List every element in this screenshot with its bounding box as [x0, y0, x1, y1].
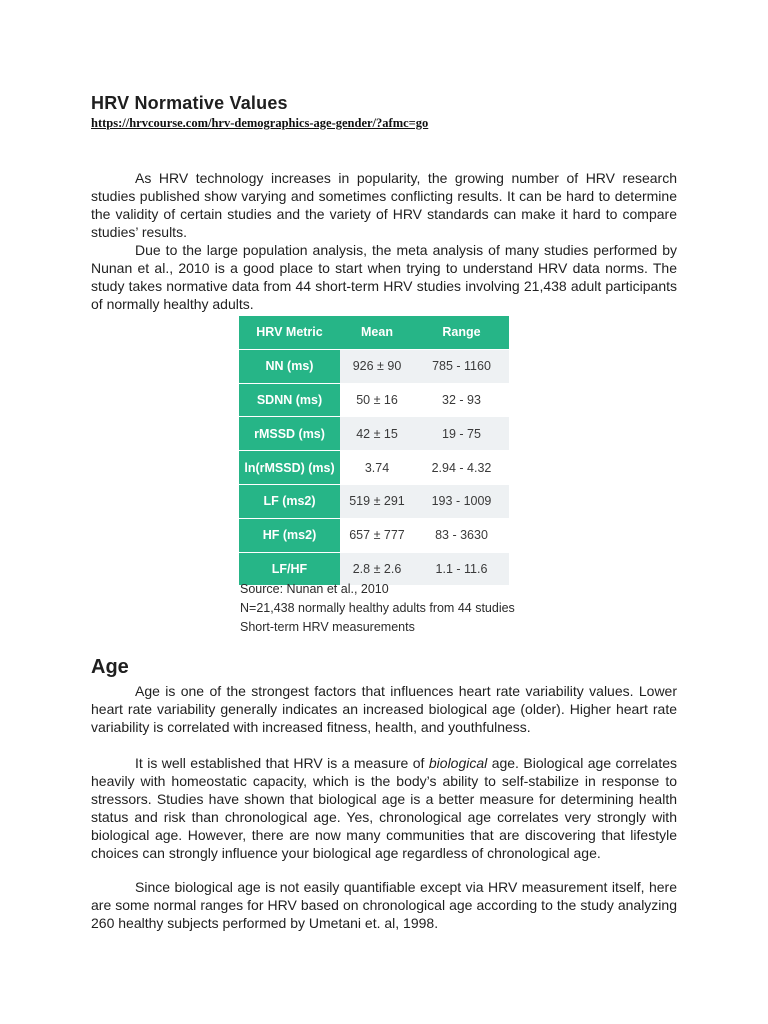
table-row: [239, 518, 509, 552]
range-cell: 83 - 3630: [414, 518, 509, 552]
intro-paragraph-1: As HRV technology increases in popularity, the growing number of HRV research studies published show varying and sometimes conflicting results. It can be hard to determine the validity of certain studies and the variety of HRV standards can make it hard to compare studies’ results.: [91, 170, 677, 240]
range-cell: 785 - 1160: [414, 349, 509, 383]
table-row: [239, 484, 509, 518]
table-row: [239, 349, 509, 383]
source-line: Source: Nunan et al., 2010: [240, 582, 389, 596]
metric-cell: LF/HF: [239, 552, 340, 586]
mean-cell: 2.8 ± 2.6: [340, 552, 414, 586]
range-cell: 19 - 75: [414, 417, 509, 451]
mean-cell: 657 ± 777: [340, 518, 414, 552]
range-cell: 2.94 - 4.32: [414, 451, 509, 485]
metric-cell: SDNN (ms): [239, 383, 340, 417]
table-source-caption: [240, 580, 515, 637]
table-row: [239, 417, 509, 451]
age-paragraph-3: Since biological age is not easily quantifiable except via HRV measurement itself, here are some normal ranges for HRV based on chronological age according to the study analyzing 260 healthy subjects performed by Umetani et. al, 1998.: [91, 879, 677, 931]
header-cell-range: Range: [414, 316, 509, 349]
table-row: [239, 451, 509, 485]
age-paragraph-2: [91, 754, 677, 862]
hrv-norms-table: [239, 316, 509, 586]
mean-cell: 50 ± 16: [340, 383, 414, 417]
metric-cell: LF (ms2): [239, 484, 340, 518]
header-cell-mean: Mean: [340, 316, 414, 349]
mean-cell: 42 ± 15: [340, 417, 414, 451]
hrv-norms-table-container: [239, 316, 509, 586]
mean-cell: 3.74: [340, 451, 414, 485]
table-header-row: [239, 316, 509, 349]
header-cell-metric: HRV Metric: [239, 316, 340, 349]
age-heading: Age: [91, 656, 129, 678]
age-p2-text-b: age. Biological age correlates heavily with homeostatic capacity, which is the body’s ability to self-stabilize in response to stressors. Studies have shown that biological age is a better measure for determining health status and risk than chronological age. Yes, chronological age correlates very strongly with biological age. However, there are now many communities that are discovering that lifestyle choices can strongly influence your biological age regardless of chronological age.: [91, 755, 678, 861]
range-cell: 1.1 - 11.6: [414, 552, 509, 586]
metric-cell: ln(rMSSD) (ms): [239, 451, 340, 485]
age-p2-text-a: It is well established that HRV is a measure of: [135, 755, 429, 771]
metric-cell: HF (ms2): [239, 518, 340, 552]
page-title: HRV Normative Values: [91, 93, 288, 113]
metric-cell: NN (ms): [239, 349, 340, 383]
mean-cell: 519 ± 291: [340, 484, 414, 518]
intro-paragraph-2: Due to the large population analysis, the meta analysis of many studies performed by Nunan et al., 2010 is a good place to start when trying to understand HRV data norms. The study takes normative data from 44 short-term HRV studies involving 21,438 adult participants of normally healthy adults.: [91, 242, 677, 312]
age-paragraph-1: Age is one of the strongest factors that influences heart rate variability values. Lower heart rate variability generally indicates an increased biological age (older). Higher heart rate variability is correlated with increased fitness, health, and youthfulness.: [91, 683, 677, 735]
range-cell: 32 - 93: [414, 383, 509, 417]
sample-line: N=21,438 normally healthy adults from 44 studies: [240, 601, 515, 615]
source-link[interactable]: https://hrvcourse.com/hrv-demographics-age-gender/?afmc=go: [91, 116, 429, 130]
range-cell: 193 - 1009: [414, 484, 509, 518]
mean-cell: 926 ± 90: [340, 349, 414, 383]
metric-cell: rMSSD (ms): [239, 417, 340, 451]
measurement-line: Short-term HRV measurements: [240, 620, 415, 634]
age-p2-emphasis: biological: [428, 755, 488, 771]
table-row: [239, 383, 509, 417]
